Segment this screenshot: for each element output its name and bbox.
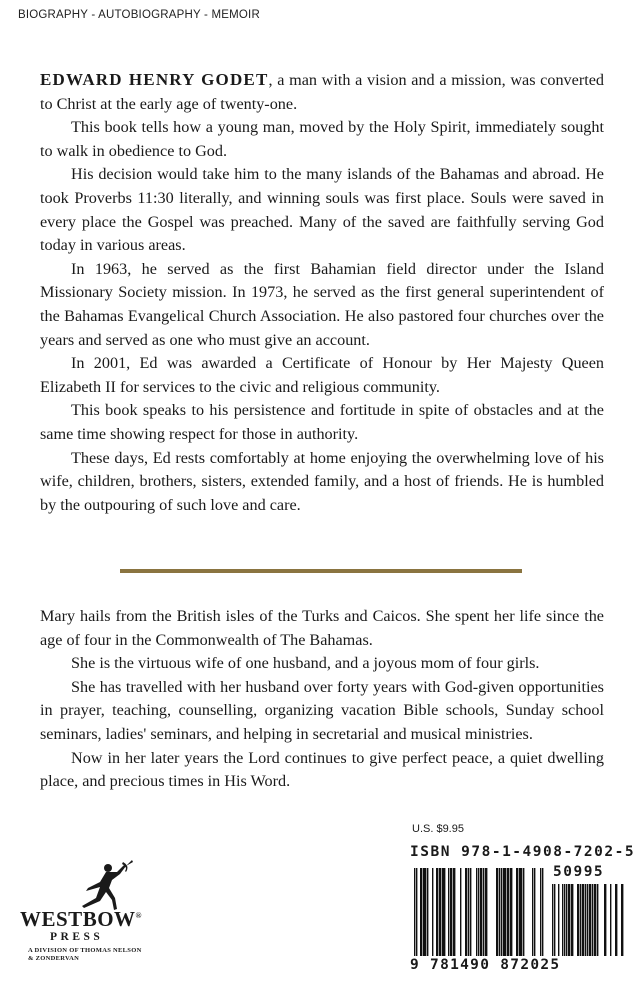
barcode-bar [416,868,417,956]
author-bio-paragraph: These days, Ed rests comfortably at home enjoying the overwhelming love of his wife, children, brothers, sisters, extended family, and a host of friends. He is humbled by the outpouring of such love and care. [40,448,604,514]
barcode-bar [621,884,623,956]
author-name: EDWARD HENRY GODET [40,70,269,89]
barcode-bar [460,868,461,956]
barcode-bar [564,884,565,956]
barcode-bar [610,884,611,956]
barcode-bar [542,868,543,956]
barcode-bar [423,868,426,956]
barcode-bar [604,884,606,956]
barcode-bar [496,868,498,956]
barcode-addon-number: 50995 [553,864,605,880]
barcode-bar [499,868,500,956]
author-bio-paragraph: This book speaks to his persistence and fortitude in spite of obstacles and at the same time showing respect for those in authority. [40,401,604,443]
barcode-bar [589,884,591,956]
barcode-bar [554,884,555,956]
category-label: BIOGRAPHY - AUTOBIOGRAPHY - MEMOIR [18,9,260,21]
spouse-bio-paragraph: Now in her later years the Lord continues to give perfect peace, a quiet dwelling place, and precious times in His Word. [40,748,604,791]
barcode-bar [580,884,581,956]
barcode-bar [534,868,535,956]
publisher-name: WESTBOW® [20,907,143,931]
barcode-bar [439,868,441,956]
barcode-bar [450,868,452,956]
barcode-bar [552,884,553,956]
barcode-bar [594,884,596,956]
barcode-bar [519,868,522,956]
barcode-bar [465,868,467,956]
barcode-bar [516,868,518,956]
barcode-bar [414,868,415,956]
barcode-bar [510,868,512,956]
author-bio-paragraph [40,68,604,116]
author-bio-paragraph: His decision would take him to the many islands of the Bahamas and abroad. He took Proverbs 11:30 literally, and winning souls was first place. Souls were saved in every place the Gospel was preached. Many of the saved are faithfully serving God today in various areas. [40,165,604,255]
barcode-bar [468,868,469,956]
barcode-bar [427,868,428,956]
author-bio-intro: , a man with a vision and a mission, was converted to Christ at the early age of twenty-one. [40,71,604,113]
barcode-bar [501,868,502,956]
barcode-bar [442,868,445,956]
barcode-bar [507,868,509,956]
isbn-label: ISBN 978-1-4908-7202-5 [410,844,636,860]
barcode-bar [448,868,449,956]
author-bio [40,68,604,517]
barcode-bar [540,868,541,956]
barcode-bar [478,868,479,956]
price-label: U.S. $9.95 [412,823,464,835]
barcode-bar [532,868,533,956]
barcode-bar [420,868,422,956]
author-bio-paragraph: This book tells how a young man, moved by the Holy Spirit, immediately sought to walk in obedience to God. [40,118,604,160]
publisher-division: A DIVISION OF THOMAS NELSON [28,947,142,954]
barcode-bar [523,868,524,956]
barcode-bar [483,868,484,956]
barcode-bar [597,884,598,956]
barcode-bar [503,868,506,956]
publisher-division: & ZONDERVAN [28,955,80,962]
spouse-bio-paragraph: She is the virtuous wife of one husband, and a joyous mom of four girls. [71,654,540,673]
barcode-bar [436,868,438,956]
spouse-bio-paragraph: She has travelled with her husband over forty years with God-given opportunities in prayer, teaching, counselling, organizing vacation Bible schools, Sunday school seminars, ladies' seminars, and helping in secretarial and musical ministries. [40,677,604,743]
barcode-number: 9 781490 872025 [410,957,561,973]
barcode-bar [587,884,588,956]
author-bio-paragraph: In 1963, he served as the first Bahamian field director under the Island Missionary Society mission. In 1973, he served as the first general superintendent of the Bahamas Evangelical Church Association. He also pastored four churches over the years and served as one who must give an account. [40,259,604,349]
barcode-bar [566,884,567,956]
barcode-bar [485,868,487,956]
barcode-bar [480,868,482,956]
barcode-bar [577,884,579,956]
publisher-press: PRESS [50,931,104,943]
barcode-bar [615,884,617,956]
author-bio-paragraph: In 2001, Ed was awarded a Certificate of Honour by Her Majesty Queen Elizabeth II for services to the civic and religious community. [40,354,604,396]
barcode-bar [562,884,563,956]
barcode-bar [453,868,455,956]
barcode-bar [568,884,570,956]
section-divider [120,569,522,573]
barcode-bar [592,884,593,956]
spouse-bio-paragraph: Mary hails from the British isles of the Turks and Caicos. She spent her life since the age of four in the Commonwealth of The Bahamas. [40,607,604,649]
barcode-bar [571,884,573,956]
spouse-bio [40,605,604,794]
barcode-bar [476,868,477,956]
barcode-bar [585,884,586,956]
barcode-bar [432,868,433,956]
barcode-bar [470,868,471,956]
barcode-bar [558,884,559,956]
barcode-bar [582,884,584,956]
